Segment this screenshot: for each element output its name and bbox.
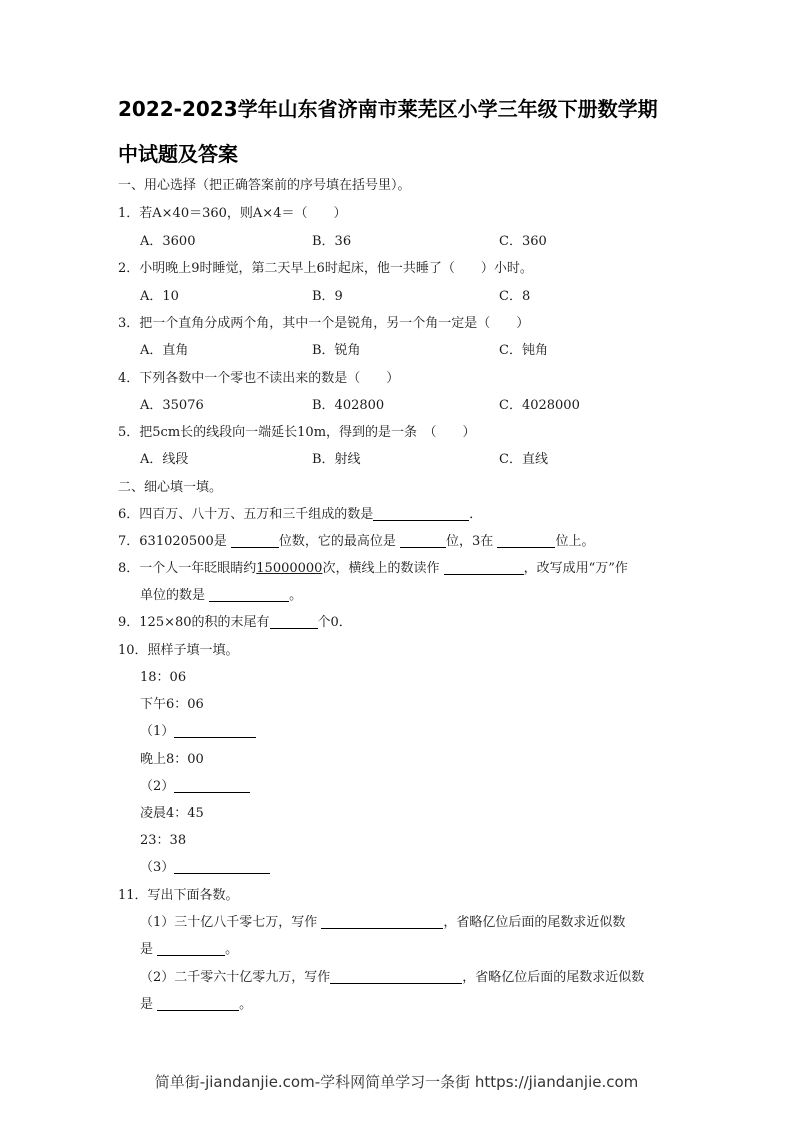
question-2: 2．小明晚上9时睡觉，第二天早上6时起床，他一共睡了（ ）小时。 [118, 261, 533, 276]
q10-item-1-label: （1） [140, 724, 175, 739]
q10-example-2: 下午6：06 [140, 697, 204, 712]
q1-option-c: C．360 [499, 234, 547, 249]
q11-item-2-end: 。 [239, 997, 253, 1012]
q7-text-2: 位数，它的最高位是 [278, 534, 396, 549]
q10-example-3: 晚上8：00 [140, 752, 204, 767]
q9-text: 9．125×80的积的末尾有 [118, 615, 270, 630]
q11-item-2-line2 [140, 996, 252, 1014]
q5-option-c: C．直线 [499, 452, 548, 467]
q9-answer-blank[interactable] [270, 614, 318, 629]
q7-text-1: 7．631020500是 [118, 534, 227, 549]
question-5: 5．把5cm长的线段向一端延长10m，得到的是一条 （ ） [118, 425, 476, 440]
q1-option-a: A．3600 [140, 234, 196, 249]
q8-text-1: 8．一个人一年眨眼睛约 [118, 561, 257, 576]
document-title-line1: 2022-2023学年山东省济南市莱芜区小学三年级下册数学期 [118, 97, 658, 121]
q7-text-4: 位上。 [555, 534, 595, 549]
document-title-line2: 中试题及答案 [118, 142, 238, 166]
q3-option-b: B．锐角 [312, 343, 361, 358]
q10-item-2 [140, 778, 250, 796]
q11-item-2-text-2: ，省略亿位后面的尾数求近似数 [462, 970, 645, 985]
q10-example-4: 凌晨4：45 [140, 806, 204, 821]
q4-option-c: C．4028000 [499, 398, 580, 413]
question-10-heading: 10．照样子填一填。 [118, 643, 239, 658]
q3-option-c: C．钝角 [499, 343, 548, 358]
q2-option-b: B．9 [312, 289, 343, 304]
q7-blank-digits[interactable] [231, 533, 279, 548]
q2-option-c: C．8 [499, 289, 531, 304]
q11-blank-2-write[interactable] [330, 969, 462, 984]
q11-item-1-text-3: 是 [140, 942, 154, 957]
q6-text: 6．四百万、八十万、五万和三千组成的数是 [118, 507, 374, 522]
q10-blank-2[interactable] [174, 778, 250, 793]
section1-heading: 一、用心选择（把正确答案前的序号填在括号里）。 [118, 178, 411, 193]
question-3: 3．把一个直角分成两个角，其中一个是锐角，另一个角一定是（ ） [118, 316, 530, 331]
q7-text-3: 位，3在 [446, 534, 494, 549]
q5-option-b: B．射线 [312, 452, 361, 467]
q10-example-5: 23：38 [140, 833, 187, 848]
q11-item-2-text-3: 是 [140, 997, 154, 1012]
q10-blank-1[interactable] [174, 723, 256, 738]
q8-blank-reading[interactable] [444, 560, 524, 575]
q7-blank-highest-place[interactable] [400, 533, 446, 548]
q11-item-2-text: （2）二千零六十亿零九万，写作 [140, 970, 331, 985]
q10-blank-3[interactable] [174, 859, 270, 874]
q3-option-a: A．直角 [140, 343, 189, 358]
q4-option-a: A．35076 [140, 398, 204, 413]
q10-example-1: 18：06 [140, 670, 187, 685]
q11-item-1 [140, 914, 625, 932]
q8-text-5: 。 [289, 588, 303, 603]
q8-number: 15000000 [256, 561, 323, 576]
q6-end: ． [469, 507, 483, 522]
q10-item-3-label: （3） [140, 860, 175, 875]
q8-text-3: ，改写成用“万”作 [523, 561, 628, 576]
q8-text-4: 单位的数是 [140, 588, 206, 603]
question-8 [118, 560, 628, 578]
q8-text-2: 次，横线上的数读作 [322, 561, 440, 576]
q6-answer-blank[interactable] [373, 506, 469, 521]
q10-item-1 [140, 723, 256, 741]
question-7 [118, 533, 594, 551]
footer-watermark: 简单街-jiandanjie.com-学科网简单学习一条街 https://jiandanjie.com [154, 1073, 639, 1091]
q11-item-1-text: （1）三十亿八千零七万，写作 [140, 915, 318, 930]
q11-blank-2-approx[interactable] [157, 996, 239, 1011]
q10-item-2-label: （2） [140, 779, 175, 794]
q11-item-1-text-2: ，省略亿位后面的尾数求近似数 [443, 915, 626, 930]
q5-option-a: A．线段 [140, 452, 189, 467]
q9-end: 个0． [317, 615, 352, 630]
q7-blank-place-of-3[interactable] [497, 533, 555, 548]
question-9 [118, 614, 352, 632]
q11-item-2 [140, 969, 644, 987]
question-1: 1．若A×40＝360，则A×4＝（ ） [118, 206, 347, 221]
question-11-heading: 11．写出下面各数。 [118, 888, 239, 903]
q11-blank-1-approx[interactable] [157, 941, 225, 956]
question-4: 4．下列各数中一个零也不读出来的数是（ ） [118, 371, 400, 386]
q11-blank-1-write[interactable] [321, 914, 443, 929]
q8-blank-wan-units[interactable] [209, 587, 289, 602]
question-6 [118, 506, 482, 524]
q10-item-3 [140, 859, 270, 877]
q4-option-b: B．402800 [312, 398, 385, 413]
q1-option-b: B．36 [312, 234, 352, 249]
q2-option-a: A．10 [140, 289, 179, 304]
q11-item-1-end: 。 [225, 942, 239, 957]
question-8-line2 [140, 587, 302, 605]
section2-heading: 二、细心填一填。 [118, 480, 223, 495]
q11-item-1-line2 [140, 941, 238, 959]
